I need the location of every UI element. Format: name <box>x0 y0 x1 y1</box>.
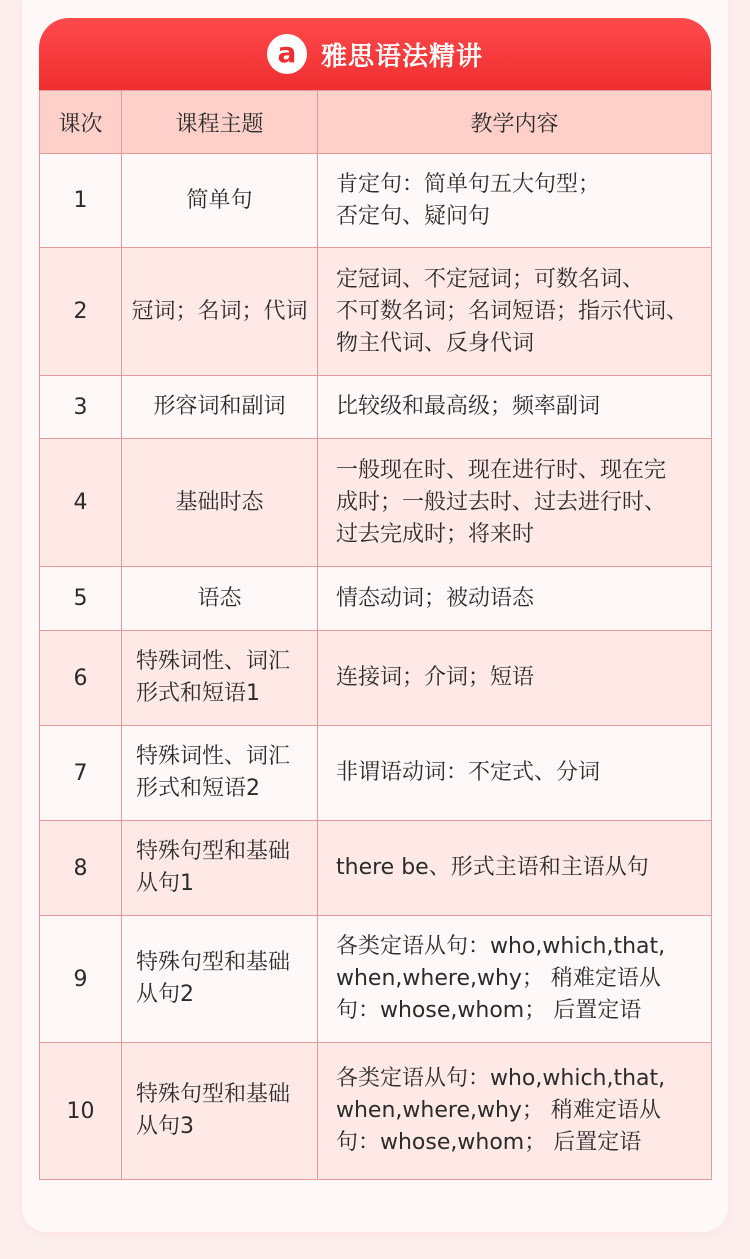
lesson-number: 2 <box>40 248 122 376</box>
page-title: 雅思语法精讲 <box>320 41 483 72</box>
table-row <box>40 439 712 567</box>
lesson-content: 非谓语动词：不定式、分词 <box>318 726 712 821</box>
column-header-topic: 课程主题 <box>122 91 318 154</box>
lesson-topic: 特殊词性、词汇 形式和短语1 <box>122 631 318 726</box>
curriculum-table <box>39 90 712 1180</box>
lesson-number: 9 <box>40 916 122 1043</box>
lesson-content: 比较级和最高级；频率副词 <box>318 376 712 439</box>
lesson-content: 各类定语从句：who,which,that, when,where,why； 稍难定语从 句：whose,whom； 后置定语 <box>318 916 712 1043</box>
lesson-content: there be、形式主语和主语从句 <box>318 821 712 916</box>
lesson-number: 6 <box>40 631 122 726</box>
table-row <box>40 916 712 1043</box>
table-row <box>40 631 712 726</box>
lesson-content: 一般现在时、现在进行时、现在完 成时；一般过去时、过去进行时、 过去完成时；将来时 <box>318 439 712 567</box>
lesson-topic: 形容词和副词 <box>122 376 318 439</box>
table-row <box>40 376 712 439</box>
lesson-topic: 基础时态 <box>122 439 318 567</box>
table-row <box>40 726 712 821</box>
lesson-number: 1 <box>40 154 122 248</box>
lesson-content: 情态动词；被动语态 <box>318 567 712 631</box>
brand-logo-icon: a <box>267 34 307 74</box>
lesson-topic: 简单句 <box>122 154 318 248</box>
lesson-number: 5 <box>40 567 122 631</box>
lesson-topic: 特殊句型和基础 从句3 <box>122 1043 318 1180</box>
column-header-lesson: 课次 <box>40 91 122 154</box>
lesson-content: 各类定语从句：who,which,that, when,where,why； 稍难定语从 句：whose,whom； 后置定语 <box>318 1043 712 1180</box>
lesson-number: 3 <box>40 376 122 439</box>
table-row <box>40 1043 712 1180</box>
lesson-content: 肯定句：简单句五大句型； 否定句、疑问句 <box>318 154 712 248</box>
table-row <box>40 567 712 631</box>
table-row <box>40 154 712 248</box>
lesson-number: 4 <box>40 439 122 567</box>
column-header-content: 教学内容 <box>318 91 712 154</box>
lesson-topic: 冠词；名词；代词 <box>122 248 318 376</box>
table-header-row <box>40 91 712 154</box>
title-banner <box>39 18 711 90</box>
lesson-number: 10 <box>40 1043 122 1180</box>
table-row <box>40 248 712 376</box>
lesson-number: 7 <box>40 726 122 821</box>
lesson-content: 定冠词、不定冠词；可数名词、 不可数名词；名词短语；指示代词、 物主代词、反身代词 <box>318 248 712 376</box>
lesson-topic: 特殊词性、词汇 形式和短语2 <box>122 726 318 821</box>
lesson-topic: 特殊句型和基础 从句2 <box>122 916 318 1043</box>
table-row <box>40 821 712 916</box>
lesson-number: 8 <box>40 821 122 916</box>
lesson-content: 连接词；介词；短语 <box>318 631 712 726</box>
lesson-topic: 语态 <box>122 567 318 631</box>
lesson-topic: 特殊句型和基础 从句1 <box>122 821 318 916</box>
